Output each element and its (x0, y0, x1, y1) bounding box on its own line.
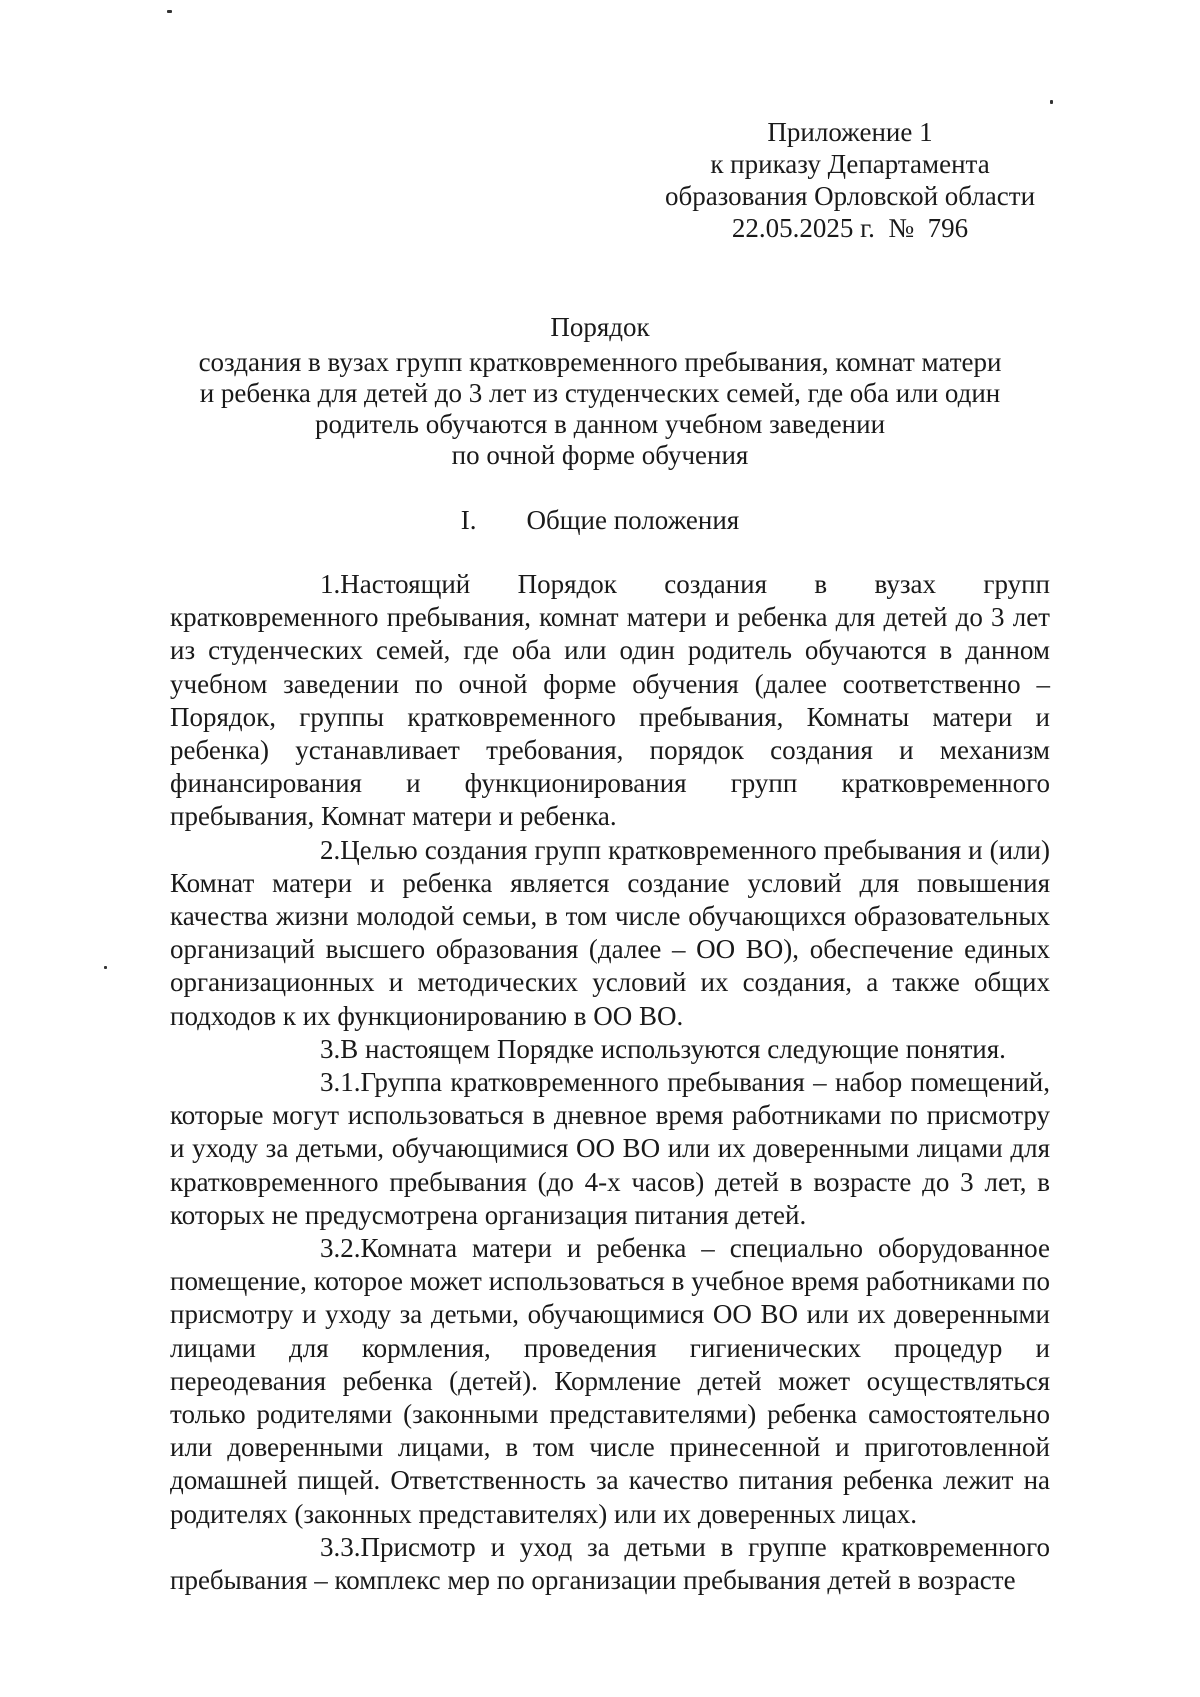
appendix-line: образования Орловской области (664, 181, 1036, 211)
paragraph (170, 568, 1050, 834)
paragraph-number: 2. (320, 834, 341, 865)
appendix-line: Приложение 1 (767, 117, 933, 147)
section-title: Общие положения (526, 505, 740, 535)
title-line: и ребенка для детей до 3 лет из студенческих семей, где оба или один (199, 378, 1001, 408)
title-main: Порядок (550, 312, 650, 342)
scan-speck (167, 10, 172, 13)
paragraph-text: Целью создания групп кратковременного пребывания и (или) Комнат матери и ребенка является создание условий для повышения качества жизни молодой семьи, в том числе обучающихся образовательных организаций высшего образования (далее – ОО ВО), обеспечение единых организационных и методических условий их создания, а также общих подходов к их функционированию в ОО ВО. (170, 834, 1050, 1031)
paragraph-number: 3.1. (320, 1067, 361, 1098)
document-body (170, 568, 1050, 1597)
title-line: по очной форме обучения (451, 440, 749, 470)
paragraph-text: Комната матери и ребенка – специально оборудованное помещение, которое может использоваться в учебное время работниками по присмотру и уходу за детьми, обучающимися ОО ВО или их доверенными лицами для кормления, проведения гигиенических процедур и переодевания ребенка (детей). Кормление детей может осуществляться только родителями (законными представителями) ребенка самостоятельно или доверенными лицами, в том числе принесенной и приготовленной домашней пищей. Ответственность за качество питания ребенка лежит на родителях (законных представителях) или их доверенных лицах. (170, 1233, 1050, 1529)
paragraph-text: В настоящем Порядке используются следующие понятия. (340, 1033, 1006, 1064)
section-heading (150, 504, 1050, 536)
paragraph (170, 1066, 1050, 1232)
paragraph (170, 834, 1050, 1033)
title-line: родитель обучаются в данном учебном заведении (314, 409, 886, 439)
paragraph-text: Присмотр и уход за детьми в группе кратковременного пребывания – комплекс мер по организации пребывания детей в возрасте (170, 1531, 1050, 1596)
paragraph-text: Группа кратковременного пребывания – набор помещений, которые могут использоваться в дневное время работниками по присмотру и уходу за детьми, обучающимися ОО ВО или их доверенными лицами для кратковременного пребывания (до 4-х часов) детей в возрасте до 3 лет, в которых не предусмотрена организация питания детей. (170, 1067, 1050, 1230)
paragraph-number: 3. (320, 1033, 341, 1064)
paragraph (170, 1033, 1050, 1066)
paragraph-number: 3.2. (320, 1233, 361, 1264)
appendix-line: к приказу Департамента (710, 149, 990, 179)
paragraph (170, 1531, 1050, 1597)
paragraph-number: 3.3. (320, 1531, 361, 1562)
scan-speck (104, 966, 107, 969)
appendix-header (600, 116, 1100, 244)
appendix-date-number: 22.05.2025 г. № 796 (731, 213, 969, 243)
scan-speck (1050, 100, 1053, 104)
paragraph (170, 1232, 1050, 1531)
paragraph-number: 1. (320, 569, 341, 599)
section-number: I. (460, 505, 477, 535)
document-title (150, 312, 1050, 471)
title-line: создания в вузах групп кратковременного пребывания, комнат матери (198, 347, 1002, 377)
paragraph-text: Настоящий Порядок создания в вузах групп кратковременного пребывания, комнат матери и ребенка для детей до 3 лет из студенческих семей, где оба или один родитель обучаются в данном учебном заведении по очной форме обучения (далее соответственно – Порядок, группы кратковременного пребывания, Комнаты матери и ребенка) устанавливает требования, порядок создания и механизм финансирования и функционирования групп кратковременного пребывания, Комнат матери и ребенка. (170, 569, 1050, 832)
